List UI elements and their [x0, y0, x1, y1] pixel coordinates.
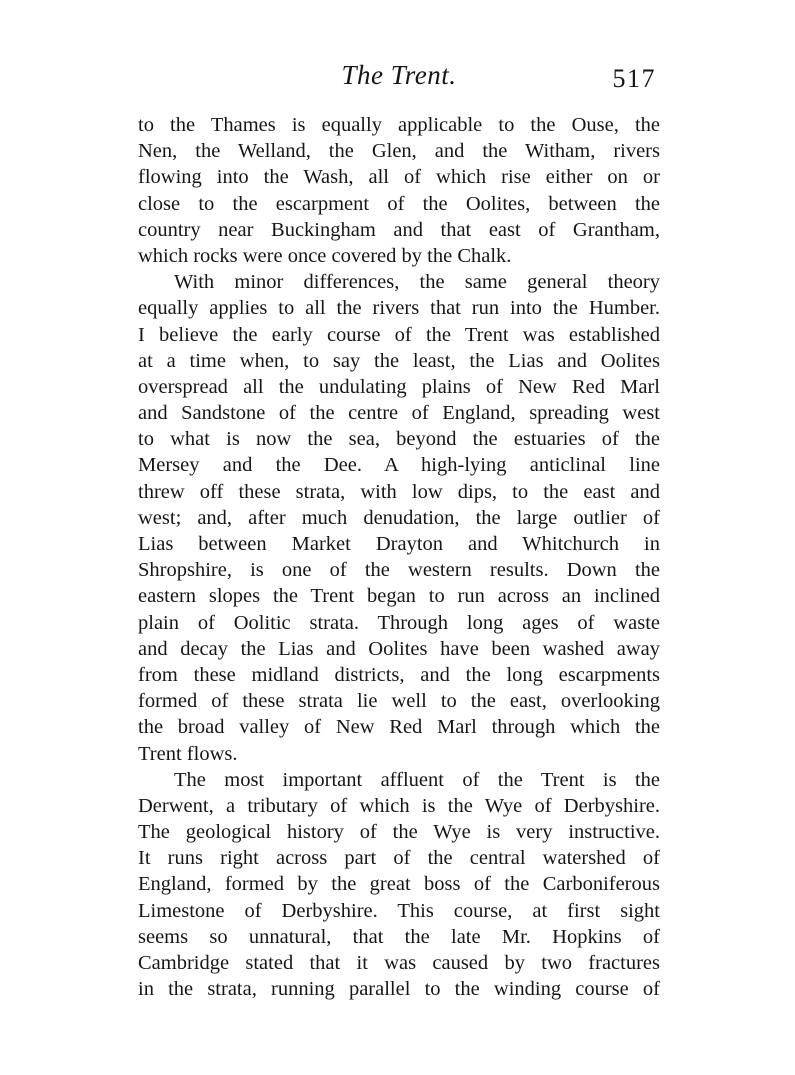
text-line: Trent flows. [138, 742, 238, 765]
text-line: Limestone of Derbyshire. This course, at first sight [138, 899, 660, 922]
paragraph-derwent-wye [138, 767, 660, 1003]
text-line: in the strata, running parallel to the winding course of [138, 978, 660, 1001]
text-line: I believe the early course of the Trent was established [138, 323, 660, 346]
text-line: eastern slopes the Trent began to run across an inclined [138, 585, 660, 608]
paragraph-continuation [138, 112, 660, 269]
text-line: plain of Oolitic strata. Through long ages of waste [138, 611, 660, 634]
running-head [138, 58, 660, 98]
text-line: England, formed by the great boss of the Carboniferous [138, 873, 660, 896]
text-line: Shropshire, is one of the western results. Down the [138, 559, 660, 582]
text-line: overspread all the undulating plains of New Red Marl [138, 375, 660, 398]
text-line: It runs right across part of the central watershed of [138, 847, 660, 870]
paragraph-trent-theory [138, 269, 660, 767]
text-line: formed of these strata lie well to the east, overlooking [138, 690, 660, 713]
text-line: and Sandstone of the centre of England, spreading west [138, 402, 660, 425]
text-line: the broad valley of New Red Marl through which the [138, 716, 660, 739]
text-line: to the Thames is equally applicable to the Ouse, the [138, 114, 660, 136]
text-line: Nen, the Welland, the Glen, and the Witham, rivers [138, 140, 660, 163]
text-line: The geological history of the Wye is very instructive. [138, 821, 660, 844]
text-line: threw off these strata, with low dips, to the east and [138, 480, 660, 503]
text-line: close to the escarpment of the Oolites, between the [138, 192, 660, 215]
text-line: equally applies to all the rivers that run into the Humber. [138, 297, 660, 320]
running-title: The Trent. [341, 60, 457, 90]
text-line: west; and, after much denudation, the large outlier of [138, 506, 660, 529]
text-line: country near Buckingham and that east of Grantham, [138, 218, 660, 241]
text-line: which rocks were once covered by the Chalk. [138, 244, 512, 267]
text-line: and decay the Lias and Oolites have been washed away [138, 637, 660, 660]
text-line: at a time when, to say the least, the Lias and Oolites [138, 349, 660, 372]
text-line: Mersey and the Dee. A high-lying anticlinal line [138, 454, 660, 477]
text-line: flowing into the Wash, all of which rise either on or [138, 166, 660, 189]
text-line: The most important affluent of the Trent is the [174, 768, 660, 791]
text-line: from these midland districts, and the long escarpments [138, 663, 660, 686]
body-text [138, 112, 660, 1002]
text-line: to what is now the sea, beyond the estuaries of the [138, 428, 660, 451]
page-number: 517 [612, 64, 656, 93]
text-line: With minor differences, the same general theory [174, 271, 660, 294]
text-line: Derwent, a tributary of which is the Wye of Derbyshire. [138, 794, 660, 817]
text-line: seems so unnatural, that the late Mr. Hopkins of [138, 925, 660, 948]
text-line: Cambridge stated that it was caused by two fractures [138, 952, 660, 974]
text-line: Lias between Market Drayton and Whitchurch in [138, 533, 660, 555]
